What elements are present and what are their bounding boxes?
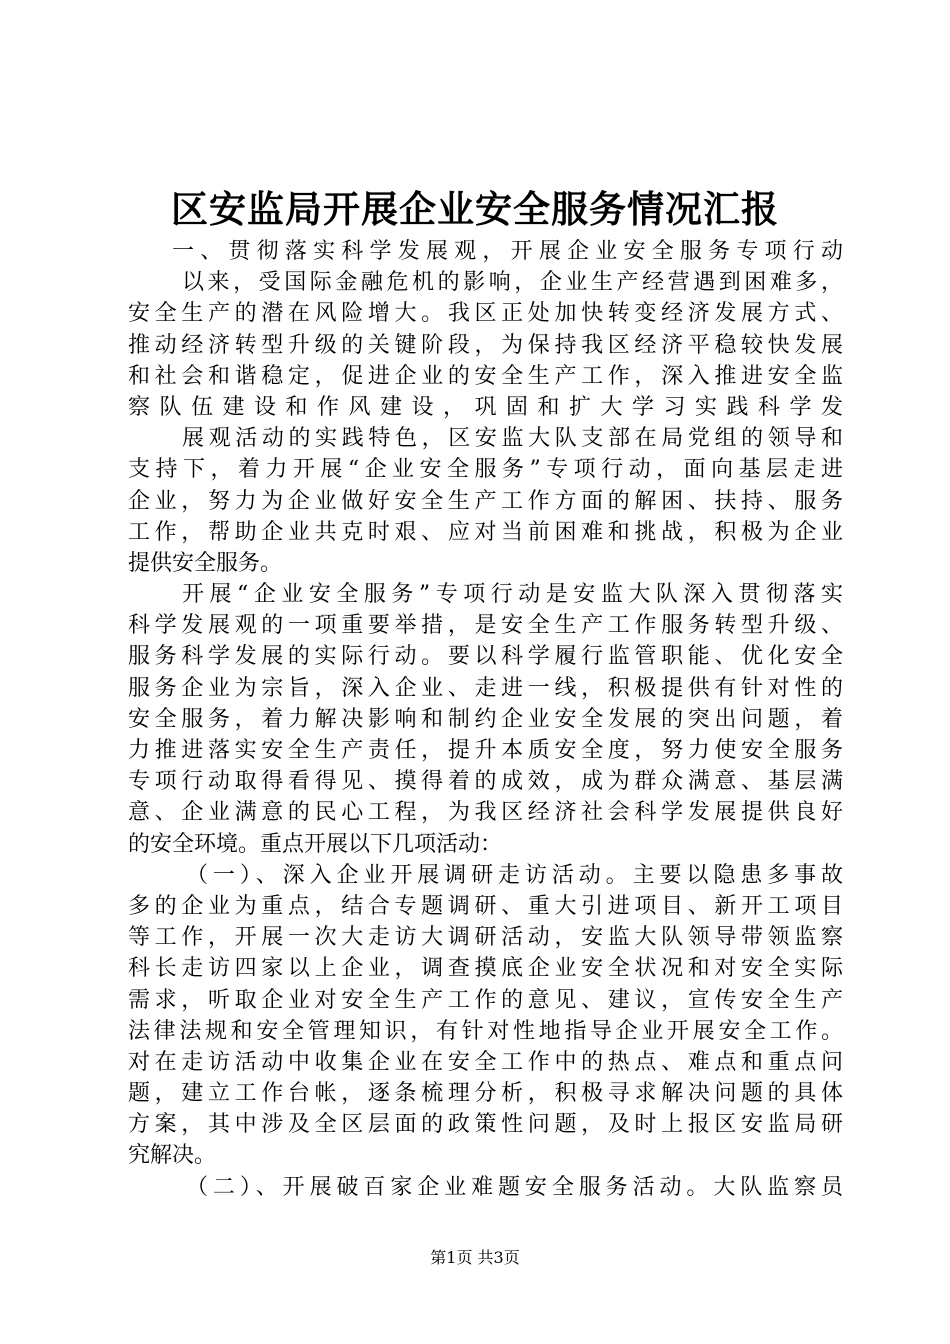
body-line: 和社会和谐稳定，促进企业的安全生产工作，深入推进安全监: [128, 363, 843, 389]
body-line: 究解决。: [128, 1143, 217, 1169]
body-line: 力推进落实安全生产责任，提升本质安全度，努力使安全服务: [128, 738, 843, 763]
body-line: 的安全环境。重点开展以下几项活动：: [128, 831, 503, 857]
document-body: [128, 236, 843, 1203]
body-line: 工作，帮助企业共克时艰、应对当前困难和挑战，积极为企业: [128, 519, 843, 545]
body-line: 法律法规和安全管理知识，有针对性地指导企业开展安全工作。: [128, 1018, 843, 1044]
body-line: 支持下，着力开展“企业安全服务”专项行动，面向基层走进: [128, 457, 843, 483]
body-line: 对在走访活动中收集企业在安全工作中的热点、难点和重点问: [128, 1049, 843, 1075]
body-line: 科学发展观的一项重要举措，是安全生产工作服务转型升级、: [128, 613, 843, 639]
body-line: 方案，其中涉及全区层面的政策性问题，及时上报区安监局研: [128, 1112, 843, 1138]
page-footer: 第1页 共3页: [430, 1248, 520, 1267]
body-line: 察队伍建设和作风建设，巩固和扩大学习实践科学发: [128, 394, 843, 420]
body-line: 推动经济转型升级的关键阶段，为保持我区经济平稳较快发展: [128, 332, 843, 358]
body-line: 服务企业为宗旨，深入企业、走进一线，积极提供有针对性的: [128, 675, 843, 701]
body-line: 一、贯彻落实科学发展观，开展企业安全服务专项行动: [172, 239, 843, 264]
body-line: 等工作，开展一次大走访大调研活动，安监大队领导带领监察: [128, 925, 843, 951]
body-line: 科长走访四家以上企业，调查摸底企业安全状况和对安全实际: [128, 956, 843, 982]
body-line: 意、企业满意的民心工程，为我区经济社会科学发展提供良好: [128, 800, 843, 826]
body-line: 专项行动取得看得见、摸得着的成效，成为群众满意、基层满: [128, 769, 843, 795]
body-line: 提供安全服务。: [128, 550, 283, 576]
body-line: 需求，听取企业对安全生产工作的意见、建议，宣传安全生产: [128, 987, 843, 1013]
body-line: 服务科学发展的实际行动。要以科学履行监管职能、优化安全: [128, 644, 843, 670]
body-line: 以来，受国际金融危机的影响，企业生产经营遇到困难多，: [182, 270, 843, 296]
body-line: （一）、深入企业开展调研走访活动。主要以隐患多事故: [186, 862, 843, 888]
body-line: 安全生产的潜在风险增大。我区正处加快转变经济发展方式、: [128, 301, 843, 327]
body-line: （二）、开展破百家企业难题安全服务活动。大队监察员: [186, 1174, 843, 1200]
body-line: 多的企业为重点，结合专题调研、重大引进项目、新开工项目: [128, 893, 843, 919]
body-line: 企业，努力为企业做好安全生产工作方面的解困、扶持、服务: [128, 488, 843, 514]
body-line: 展观活动的实践特色，区安监大队支部在局党组的领导和: [182, 426, 843, 452]
body-line: 题，建立工作台帐，逐条梳理分析，积极寻求解决问题的具体: [128, 1081, 843, 1107]
body-line: 开展“企业安全服务”专项行动是安监大队深入贯彻落实: [182, 582, 843, 608]
body-line: 安全服务，着力解决影响和制约企业安全发展的突出问题，着: [128, 706, 843, 732]
document-title: 区安监局开展企业安全服务情况汇报: [171, 187, 779, 231]
